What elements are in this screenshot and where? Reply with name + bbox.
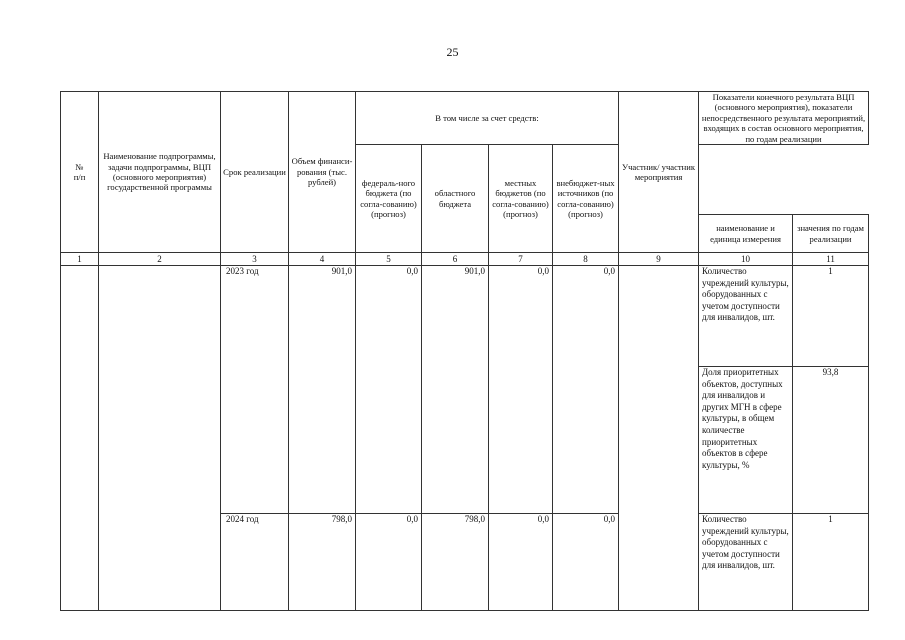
federal-cell: 0,0 [356, 514, 422, 611]
column-number: 7 [489, 253, 553, 266]
header-extrabudget: внебюджет-ных источников (по согла-сованию) (прогноз) [553, 145, 619, 253]
extra-cell: 0,0 [553, 514, 619, 611]
column-number: 9 [619, 253, 699, 266]
column-number: 4 [289, 253, 356, 266]
header-indicator-values: значения по годам реализации [793, 215, 869, 253]
extra-cell: 0,0 [553, 266, 619, 514]
indicator-value: 93,8 [793, 367, 869, 514]
year-cell: 2024 год [221, 514, 289, 611]
column-number: 2 [99, 253, 221, 266]
volume-cell: 901,0 [289, 266, 356, 514]
header-volume: Объем финанси-рования (тыс. рублей) [289, 92, 356, 253]
header-funds-group: В том числе за счет средств: [356, 92, 619, 145]
regional-cell: 901,0 [422, 266, 489, 514]
regional-cell: 798,0 [422, 514, 489, 611]
header-participant: Участник/ участник мероприятия [619, 92, 699, 253]
table-row [61, 266, 869, 367]
participant-cell [619, 266, 699, 611]
header-name: Наименование подпрограммы, задачи подпрограммы, ВЦП (основного мероприятия) государственной программы [99, 92, 221, 253]
header-period: Срок реализации [221, 92, 289, 253]
column-number: 10 [699, 253, 793, 266]
header-indicators-group: Показатели конечного результата ВЦП (основного мероприятия), показатели непосредственного результата мероприятий, входящих в состав основного мероприятия, по годам реализации [699, 92, 869, 145]
column-number: 6 [422, 253, 489, 266]
header-number: № п/п [61, 92, 99, 253]
federal-cell: 0,0 [356, 266, 422, 514]
row-name-cell [99, 266, 221, 611]
column-number: 1 [61, 253, 99, 266]
indicator-name: Количество учреждений культуры, оборудованных с учетом доступности для инвалидов, шт. [699, 266, 793, 367]
indicator-name: Доля приоритетных объектов, доступных для инвалидов и других МГН в сфере культуры, в общем количестве приоритетных объектов в сфере культуры, % [699, 367, 793, 514]
page-number: 25 [446, 45, 459, 59]
column-number: 8 [553, 253, 619, 266]
volume-cell: 798,0 [289, 514, 356, 611]
program-table [60, 91, 869, 611]
indicator-name: Количество учреждений культуры, оборудованных с учетом доступности для инвалидов, шт. [699, 514, 793, 611]
local-cell: 0,0 [489, 514, 553, 611]
column-number: 3 [221, 253, 289, 266]
column-number: 11 [793, 253, 869, 266]
column-number: 5 [356, 253, 422, 266]
header-federal: федераль-ного бюджета (по согла-сованию) (прогноз) [356, 145, 422, 253]
indicator-value: 1 [793, 514, 869, 611]
year-cell: 2023 год [221, 266, 289, 514]
header-regional: областного бюджета [422, 145, 489, 253]
header-indicator-name: наименование и единица измерения [699, 215, 793, 253]
header-local: местных бюджетов (по согла-сованию) (прогноз) [489, 145, 553, 253]
local-cell: 0,0 [489, 266, 553, 514]
row-number-cell [61, 266, 99, 611]
indicator-value: 1 [793, 266, 869, 367]
